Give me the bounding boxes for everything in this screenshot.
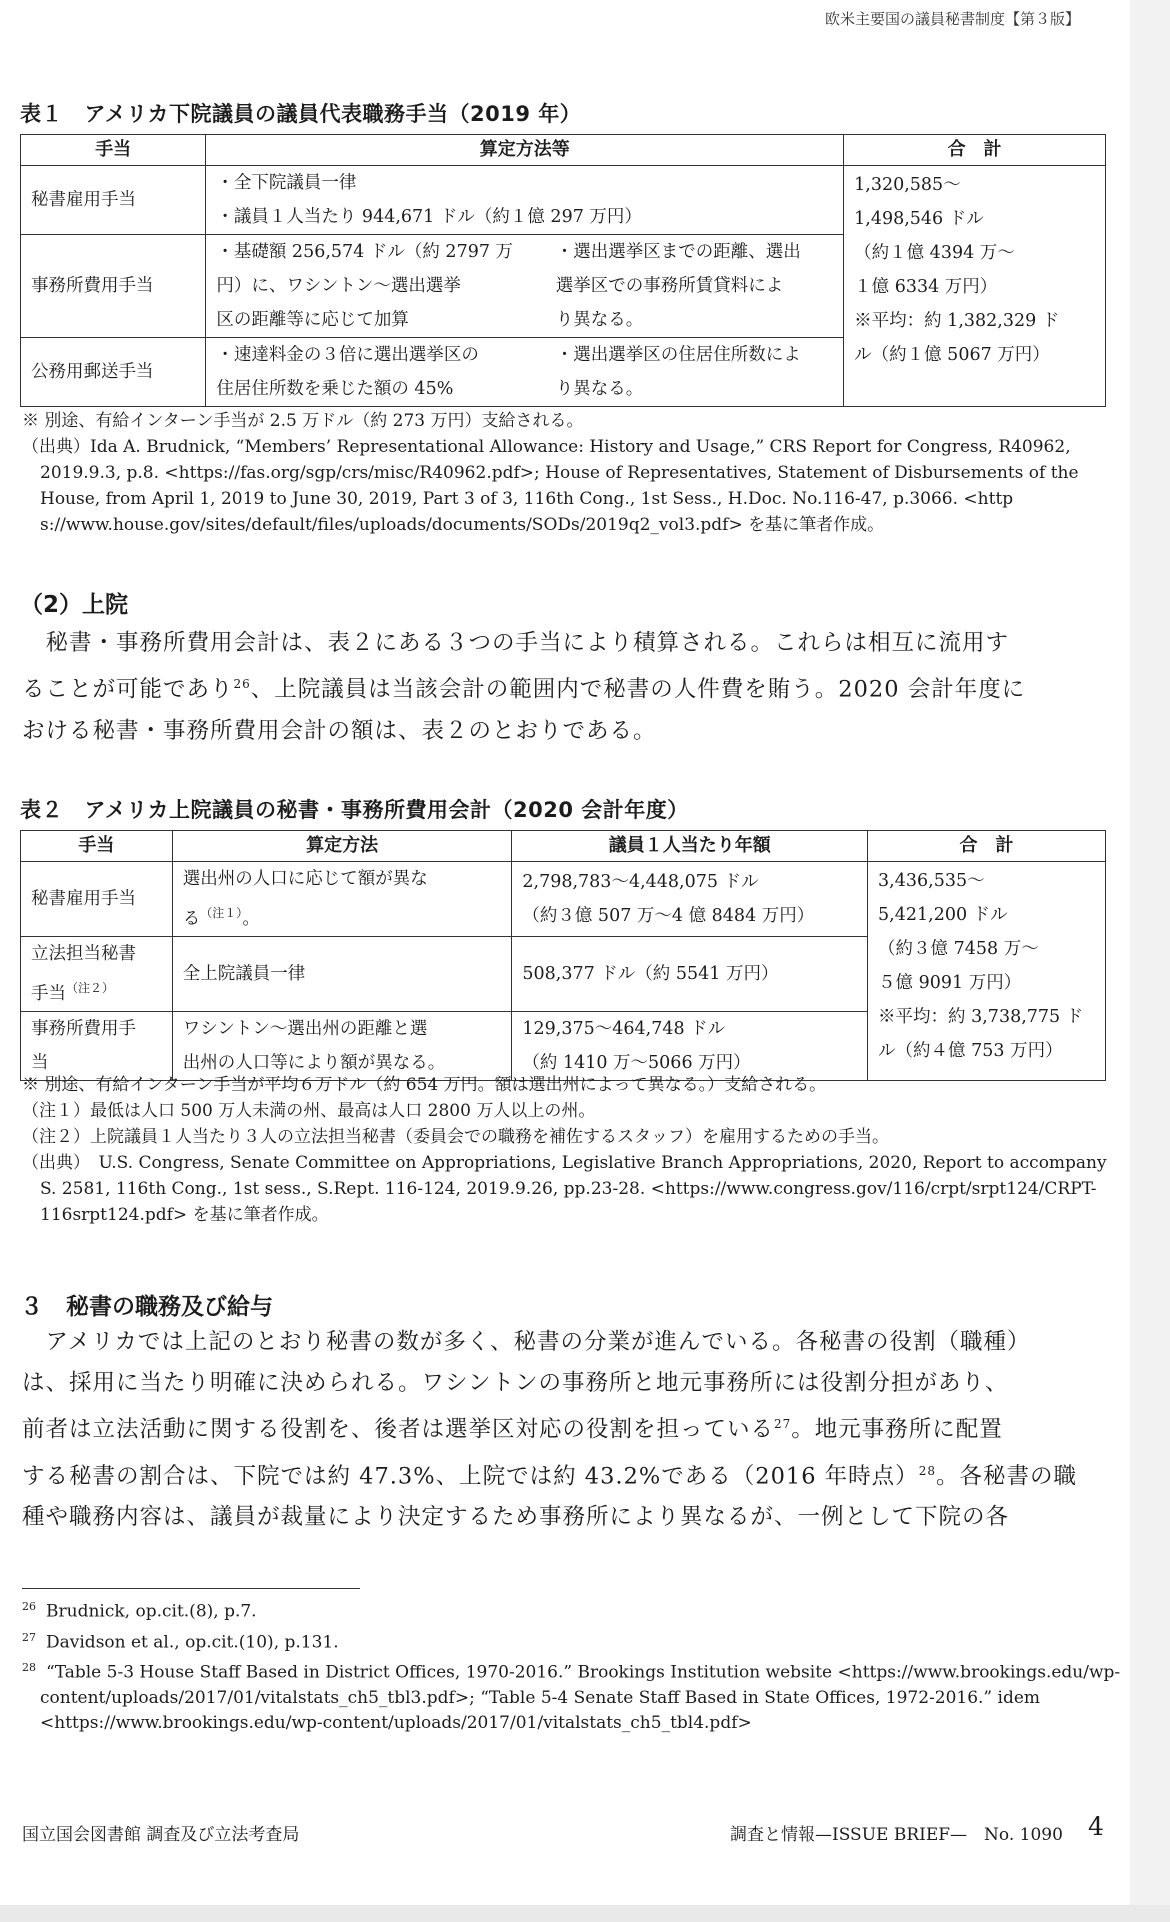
table2-note: （注１）最低は人口 500 万人未満の州、最高は人口 2800 万人以上の州。 [22, 1101, 596, 1121]
section2-heading: （2）上院 [20, 592, 129, 618]
table2-header-total: 合 計 [868, 831, 1106, 862]
section3-paragraph: アメリカでは上記のとおり秘書の数が多く、秘書の分業が進んでいる。各秘書の役割（職種） は、採用に当たり明確に決められる。ワシントンの事務所と地元事務所には役割分担があり、 前者は立法活動に関する役割を、後者は選挙区対応の役割を担っている$^{27}$。地元事務所に配置 する秘書の割合は、下院では約 47.3%、上院では約 43.2%である（2016 年時点）$^{28}$。各秘書の職 種や職務内容は、議員が裁量により決定するため事務所により異なるが、一例として下院の各 [22, 1329, 1077, 1530]
footnote-27: $^{27}$ Davidson et al., op.cit.(10), p.131. [22, 1630, 339, 1653]
right-gutter [1130, 0, 1170, 1922]
table2-source-line: （出典） U.S. Congress, Senate Committee on Appropriations, Legislative Branch Appropriations, 2020, Report to accompany [22, 1153, 1107, 1173]
table1-row-office: 事務所費用手当 [21, 235, 206, 338]
table2-header-method: 算定方法 [172, 831, 512, 862]
footnote-ref-26[interactable]: 26 [233, 677, 251, 691]
table1-source-line: s://www.house.gov/sites/default/files/uploads/documents/SODs/2019q2_vol3.pdf> を基に筆者作成。 [40, 515, 885, 535]
table2-header-allowance: 手当 [21, 831, 173, 862]
section2-paragraph: 秘書・事務所費用会計は、表２にある３つの手当により積算される。これらは相互に流用す ることが可能であり$^{26}$、上院議員は当該会計の範囲内で秘書の人件費を賄う。2020 会計年度に おける秘書・事務所費用会計の額は、表２のとおりである。 [22, 630, 1026, 744]
table1-total: 1,320,585〜 1,498,546 ドル （約１億 4394 万〜 １億 6334 万円） ※平均：約 1,382,329 ド ル（約１億 5067 万円） [844, 166, 1106, 407]
footnote-28: $^{28}$ “Table 5-3 House Staff Based in District Offices, 1970-2016.” Brookings Institution website <https://www.brookings.edu/wp- [22, 1661, 1121, 1683]
table2-amount-legislative: 508,377 ドル（約 5541 万円） [512, 936, 868, 1011]
footnote-ref-27[interactable]: 27 [774, 1417, 792, 1431]
table2-caption: 表２ アメリカ上院議員の秘書・事務所費用会計（2020 会計年度） [20, 798, 689, 822]
table2-notes [22, 1072, 1112, 1228]
table1-source-line: 2019.9.3, p.8. <https://fas.org/sgp/crs/misc/R40962.pdf>; House of Representatives, Statement of Disbursements of the [40, 463, 1079, 483]
table2-method-legislative: 全上院議員一律 [172, 936, 512, 1011]
footer-series: 調査と情報—ISSUE BRIEF— No. 1090 [730, 1825, 1063, 1845]
table1-notes [22, 408, 1112, 538]
table1-caption: 表１ アメリカ下院議員の議員代表職務手当（2019 年） [20, 102, 582, 126]
table1-method-office-a: ・基礎額 256,574 ドル（約 2797 万 円）に、ワシントン〜選出選挙 区の距離等に応じて加算 [206, 235, 546, 338]
table1-row-secretary: 秘書雇用手当 [21, 166, 206, 235]
table2-header-amount: 議員１人当たり年額 [512, 831, 868, 862]
footnote-ref-28[interactable]: 28 [918, 1463, 936, 1478]
table1-note: ※ 別途、有給インターン手当が 2.5 万ドル（約 273 万円）支給される。 [22, 411, 584, 431]
footer-publisher: 国立国会図書館 調査及び立法考査局 [22, 1825, 300, 1845]
table2-note: ※ 別途、有給インターン手当が平均６万ドル（約 654 万円。額は選出州によって異なる。）支給される。 [22, 1075, 827, 1095]
footnote-26: $^{26}$ Brudnick, op.cit.(8), p.7. [22, 1600, 257, 1622]
table1-source-line: （出典）Ida A. Brudnick, “Members’ Representational Allowance: History and Usage,” CRS Report for Congress, R40962, [22, 437, 1071, 457]
table1-source-line: House, from April 1, 2019 to June 30, 2019, Part 3 of 3, 116th Cong., 1st Sess., H.Doc. No.116-47, p.3066. <http [40, 489, 1014, 509]
footnote-28-cont: <https://www.brookings.edu/wp-content/uploads/2017/01/vitalstats_ch5_tbl4.pdf> [40, 1712, 752, 1733]
section3-heading: ３ 秘書の職務及び給与 [20, 1294, 273, 1320]
table2-total: 3,436,535〜 5,421,200 ドル （約３億 7458 万〜 ５億 9091 万円） ※平均：約 3,738,775 ド ル（約４億 753 万円） [868, 862, 1106, 1081]
table1-row-postage: 公務用郵送手当 [21, 338, 206, 407]
footnote-28-cont: content/uploads/2017/01/vitalstats_ch5_tbl3.pdf>; “Table 5-4 Senate Staff Based in State Offices, 1972-2016.” idem [40, 1687, 1041, 1708]
bottom-strip [0, 1905, 1170, 1922]
table1-header-allowance: 手当 [21, 135, 206, 166]
table2-note: （注２）上院議員１人当たり３人の立法担当秘書（委員会での職務を補佐するスタッフ）を雇用するための手当。 [22, 1127, 889, 1147]
table1-method-postage-b: ・選出選挙区の住居住所数によ り異なる。 [546, 338, 844, 407]
running-head: 欧米主要国の議員秘書制度【第３版】 [824, 10, 1080, 28]
table2-method-office: ワシントン〜選出州の距離と選 出州の人口等により額が異なる。 [172, 1011, 512, 1080]
table2-source-line: 116srpt124.pdf> を基に筆者作成。 [40, 1205, 329, 1225]
table2-row-legislative: 立法担当秘書 手当$^{(注2)}$ [21, 936, 173, 1011]
table1-header-method: 算定方法等 [206, 135, 844, 166]
table2-source-line: S. 2581, 116th Cong., 1st sess., S.Rept. 116-124, 2019.9.26, pp.23-28. <https://www.congress.gov/116/crpt/srpt124/CRPT- [40, 1179, 1097, 1199]
table1-method-postage-a: ・速達料金の３倍に選出選挙区の 住居住所数を乗じた額の 45% [206, 338, 546, 407]
table1-header-total: 合 計 [844, 135, 1106, 166]
table2-amount-office: 129,375〜464,748 ドル （約 1410 万〜5066 万円） [512, 1011, 868, 1080]
footnotes [22, 1594, 1121, 1736]
footnote-rule [22, 1588, 360, 1589]
table1-method-secretary: ・全下院議員一律 ・議員１人当たり 944,671 ドル（約１億 297 万円） [206, 166, 844, 235]
table2 [20, 830, 1106, 1081]
table1-method-office-b: ・選出選挙区までの距離、選出 選挙区での事務所賃貸料によ り異なる。 [546, 235, 844, 338]
table2-row-office: 事務所費用手 当 [21, 1011, 173, 1080]
table2-row-secretary: 秘書雇用手当 [21, 862, 173, 937]
table2-amount-secretary: 2,798,783〜4,448,075 ドル （約３億 507 万〜4 億 8484 万円） [512, 862, 868, 937]
table2-method-secretary: 選出州の人口に応じて額が異な る$^{(注1)}$。 [172, 862, 512, 937]
page-number: 4 [1088, 1812, 1104, 1841]
table1 [20, 134, 1106, 407]
